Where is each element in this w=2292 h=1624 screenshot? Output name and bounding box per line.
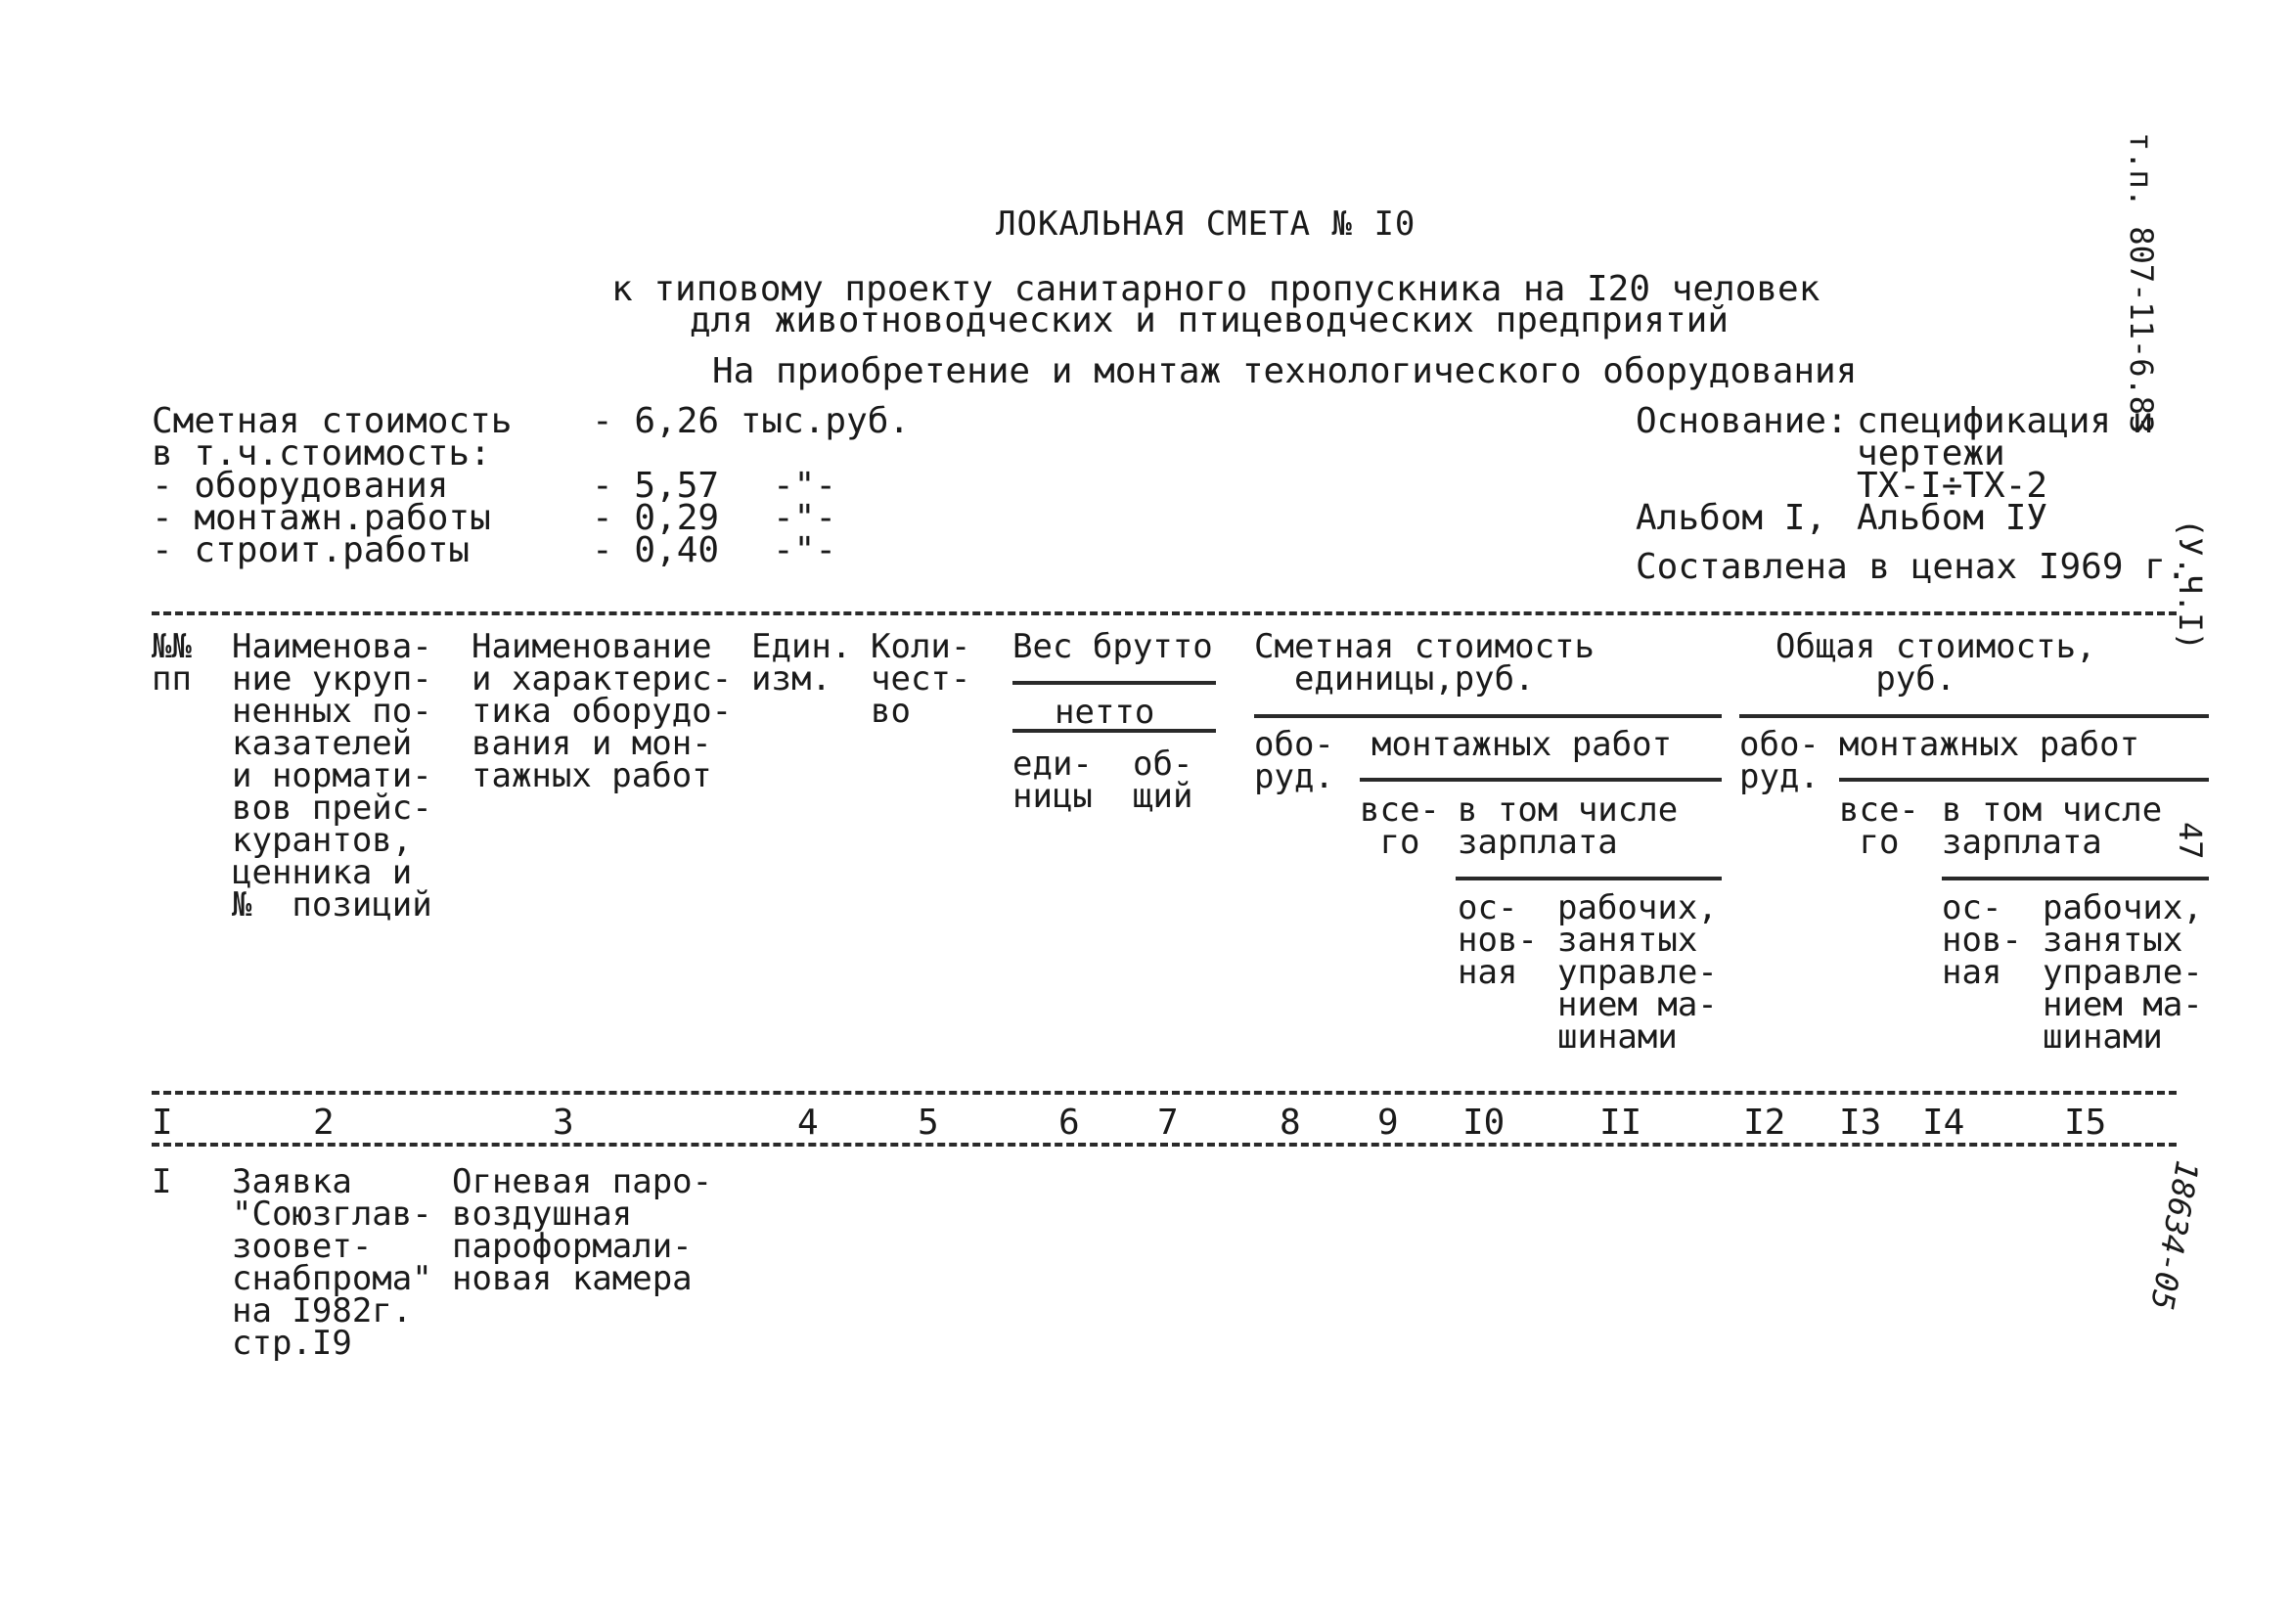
album-right: Альбом IУ (1857, 498, 2048, 538)
column-number: I2 (1743, 1103, 1786, 1143)
page-number: 47 (2172, 822, 2209, 860)
row-equipment-name: Огневая паро- воздушная пароформали- новая камера (452, 1162, 713, 1298)
column-number: 8 (1280, 1103, 1301, 1143)
ditto-mark: -"- (773, 498, 837, 538)
column-number: 5 (918, 1103, 939, 1143)
equipment-cost-label: - оборудования (152, 466, 449, 506)
header-unit-all: все- го (1360, 790, 1440, 862)
rule (1360, 778, 1722, 782)
subtitle-line-2: для животноводческих и птицеводческих предприятий (690, 300, 1730, 340)
prices-note: Составлена в ценах I969 г. (1636, 547, 2187, 587)
rule (1839, 778, 2209, 782)
header-unit-mounting: монтажных работ (1371, 725, 1673, 764)
basis-label: Основание: (1636, 401, 1848, 441)
estimated-cost-value: - 6,26 тыс.руб. (592, 401, 911, 441)
column-number: 3 (553, 1103, 574, 1143)
header-weight-unit: еди- ницы (1012, 744, 1093, 816)
header-total-basic: ос- нов- ная (1942, 888, 2022, 992)
including-label: в т.ч.стоимость: (152, 433, 491, 474)
header-total-mounting: монтажных работ (1839, 725, 2140, 764)
rule (1254, 714, 1722, 718)
header-unit-incl-wage: в том числе зарплата (1458, 790, 1679, 862)
header-weight-gross: Вес брутто (1012, 627, 1213, 666)
column-number: I3 (1839, 1103, 1882, 1143)
column-number: 4 (797, 1103, 819, 1143)
header-col-reference: Наименова- ние укруп- ненных по- казателей и нормати- вов прейс- курантов, ценника и № позиций (232, 627, 432, 925)
basis-line-1: спецификация и (1857, 401, 2154, 441)
header-total-workers: рабочих, занятых управле- нием ма- шинами (2043, 888, 2203, 1057)
header-total-incl-wage: в том числе зарплата (1942, 790, 2163, 862)
header-total-equipment: обо- руд. (1739, 725, 1820, 796)
purpose-line: На приобретение и монтаж технологического оборудования (712, 351, 1858, 391)
header-total-all: все- го (1839, 790, 1919, 862)
header-unit-basic: ос- нов- ная (1458, 888, 1538, 992)
header-col-name: Наименование и характерис- тика оборудо- вания и мон- тажных работ (472, 627, 733, 795)
row-number: I (152, 1162, 172, 1201)
header-col-quantity: Коли- чест- во (871, 627, 971, 731)
column-numbers-bottom-border (152, 1143, 2177, 1147)
ditto-mark: -"- (773, 530, 837, 570)
rule (1012, 681, 1216, 685)
construction-cost-value: - 0,40 (592, 530, 720, 570)
column-number: I4 (1922, 1103, 1965, 1143)
rule (1456, 877, 1722, 880)
column-numbers-top-border (152, 1091, 2177, 1095)
construction-cost-label: - строит.работы (152, 530, 471, 570)
volume-label: (У.Ч.I) (2172, 519, 2209, 651)
album-left: Альбом I, (1636, 498, 1827, 538)
basis-line-3: ТХ-I÷ТХ-2 (1857, 466, 2048, 506)
equipment-cost-value: - 5,57 (592, 466, 720, 506)
column-number: I0 (1462, 1103, 1506, 1143)
mounting-cost-value: - 0,29 (592, 498, 720, 538)
rule (1739, 714, 2209, 718)
header-col-number: №№ пп (152, 627, 192, 699)
header-unit-cost: Сметная стоимость единицы,руб. (1254, 627, 1595, 699)
inventory-number: 18634-05 (2142, 1157, 2206, 1313)
project-code: т.п. 807-11-6.83 (2123, 132, 2160, 434)
document-title: ЛОКАЛЬНАЯ СМЕТА № I0 (996, 204, 1416, 244)
column-number: 9 (1377, 1103, 1399, 1143)
column-number: 7 (1157, 1103, 1179, 1143)
column-number: 2 (313, 1103, 335, 1143)
subtitle-line-1: к типовому проекту санитарного пропускника на I20 человек (611, 269, 1820, 309)
header-unit-equipment: обо- руд. (1254, 725, 1334, 796)
rule (1012, 729, 1216, 733)
rule (1942, 877, 2209, 880)
header-total-cost: Общая стоимость, руб. (1775, 627, 2096, 699)
column-number: II (1599, 1103, 1642, 1143)
column-number: 6 (1058, 1103, 1080, 1143)
basis-line-2: чертежи (1857, 433, 2005, 474)
header-weight-total: об- щий (1133, 744, 1193, 816)
table-top-border (152, 611, 2177, 615)
column-number: I (152, 1103, 173, 1143)
ditto-mark: -"- (773, 466, 837, 506)
column-number: I5 (2064, 1103, 2107, 1143)
row-reference: Заявка "Союзглав- зоовет- снабпрома" на I982г. стр.I9 (232, 1162, 432, 1363)
estimated-cost-label: Сметная стоимость (152, 401, 513, 441)
header-col-unit: Един. изм. (751, 627, 852, 699)
header-weight-net: нетто (1055, 693, 1155, 732)
mounting-cost-label: - монтажн.работы (152, 498, 491, 538)
header-unit-workers: рабочих, занятых управле- нием ма- шинами (1557, 888, 1718, 1057)
